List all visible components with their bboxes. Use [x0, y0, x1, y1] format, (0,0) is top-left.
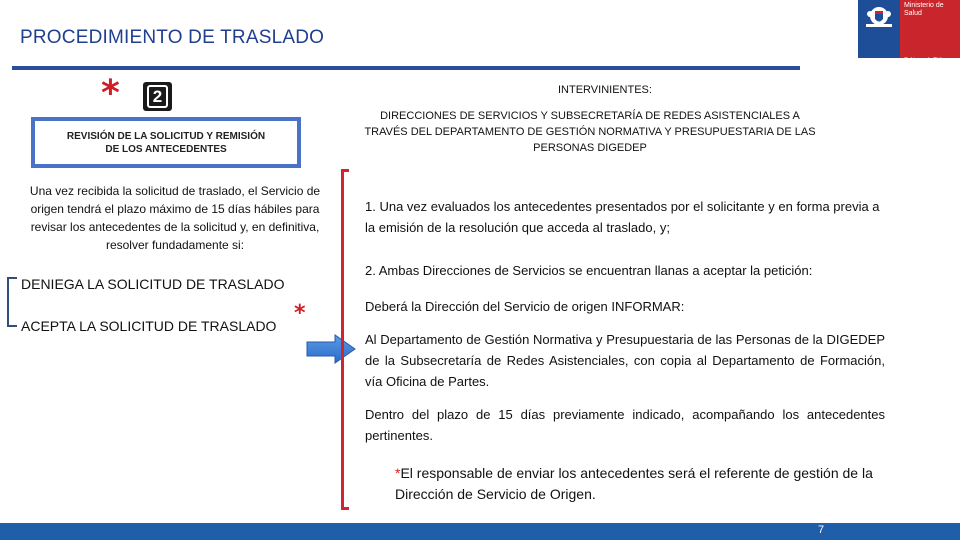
accept-marker-asterisk: * — [294, 301, 306, 326]
logo-blue-block — [858, 0, 900, 58]
page-number: 7 — [818, 524, 825, 536]
interveners-label: INTERVINIENTES: — [558, 84, 652, 96]
government-name: Gobierno de Chile — [904, 57, 945, 63]
ministry-logo — [858, 0, 960, 66]
condition-1: 1. Una vez evaluados los antecedentes presentados por el solicitante y en forma previa a la emisión de la resolución que acceda al traslado, y; — [365, 199, 880, 235]
inform-recipient: Al Departamento de Gestión Normativa y Presupuestaria de las Personas de la DIGEDEP de la Subsecretaría de Redes Asistenciales, con copia al Departamento de Formación, vía Oficina de Partes. — [365, 332, 885, 389]
option-deny: DENIEGA LA SOLICITUD DE TRASLADO — [21, 276, 285, 292]
interveners-text: DIRECCIONES DE SERVICIOS Y SUBSECRETARÍA DE REDES ASISTENCIALES A TRAVÉS DEL DEPARTAMENTO DE GESTIÓN NORMATIVA Y PRESUPUESTARIA DE LAS PERSONAS DIGEDEP — [364, 110, 816, 154]
step-marker-asterisk: * — [101, 73, 120, 114]
option-accept: ACEPTA LA SOLICITUD DE TRASLADO — [21, 318, 277, 334]
step-number-badge — [143, 82, 172, 111]
details-bracket — [341, 169, 349, 510]
step-title: REVISIÓN DE LA SOLICITUD Y REMISIÓN DE LOS ANTECEDENTES — [66, 130, 266, 155]
ministry-name: Ministerio de Salud — [904, 2, 944, 17]
right-arrow-icon — [305, 333, 357, 365]
page-title: PROCEDIMIENTO DE TRASLADO — [20, 27, 325, 48]
coat-of-arms-icon — [862, 2, 896, 30]
options-bracket — [7, 277, 17, 327]
deadline-text: Dentro del plazo de 15 días previamente indicado, acompañando los antecedentes pertinentes. — [365, 407, 885, 443]
note-asterisk: * — [395, 465, 401, 481]
responsible-note — [395, 463, 875, 505]
inform-instruction: Deberá la Dirección del Servicio de origen INFORMAR: — [365, 299, 685, 314]
title-underline — [12, 66, 800, 70]
intro-paragraph: Una vez recibida la solicitud de traslado, el Servicio de origen tendrá el plazo máximo de 15 días hábiles para revisar los antecedentes de la solicitud y, en definitiva, resolver fundadamente si: — [29, 184, 321, 252]
step-number: 2 — [147, 85, 168, 108]
note-text: El responsable de enviar los antecedentes será el referente de gestión de la Dirección de Servicio de Origen. — [395, 465, 873, 502]
footer-bar — [0, 523, 960, 540]
step-title-box — [31, 117, 301, 168]
condition-2: 2. Ambas Direcciones de Servicios se encuentran llanas a aceptar la petición: — [365, 263, 813, 278]
